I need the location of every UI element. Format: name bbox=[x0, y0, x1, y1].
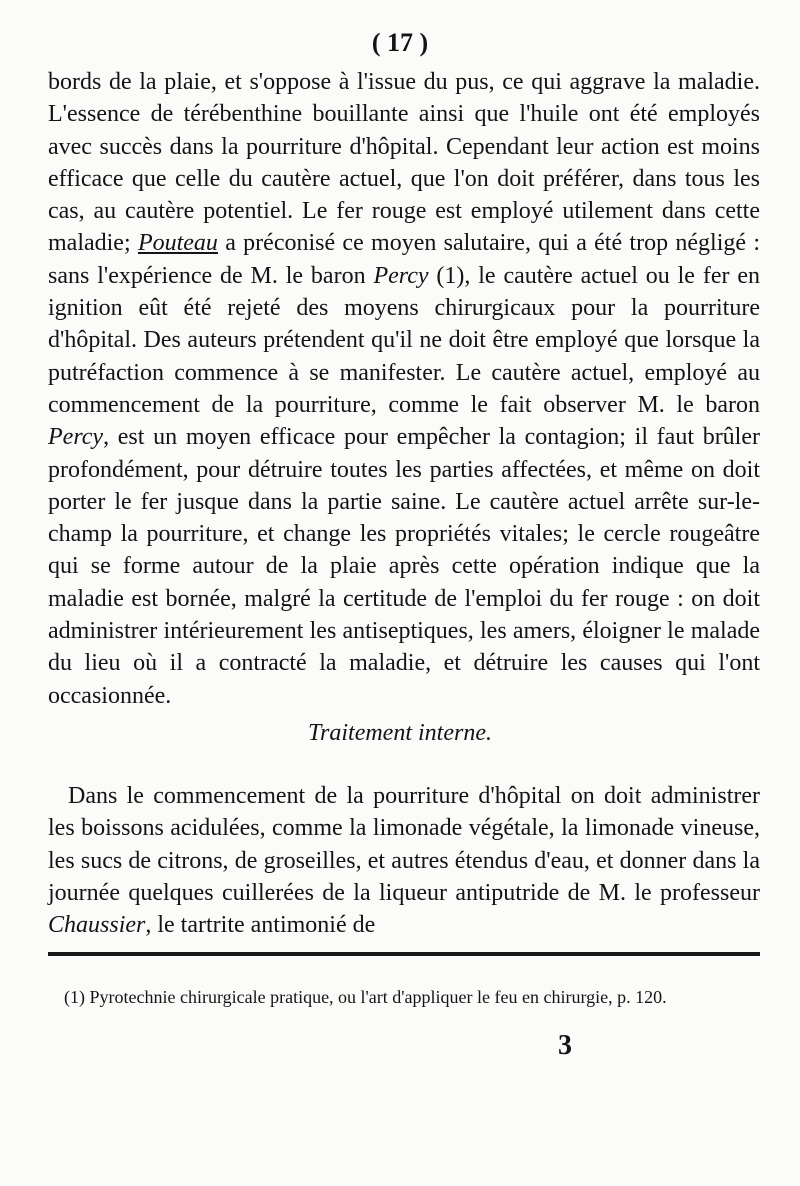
page-number: ( 17 ) bbox=[371, 28, 429, 57]
signature-mark: 3 bbox=[558, 1030, 572, 1061]
main-paragraph bbox=[48, 66, 760, 712]
author-name-percy: Percy bbox=[373, 262, 429, 289]
paragraph-2 bbox=[48, 780, 760, 941]
paragraph-1 bbox=[48, 66, 760, 712]
author-name-percy-second: Percy bbox=[48, 424, 104, 451]
footnote-rule bbox=[48, 952, 760, 956]
section-heading: Traitement interne. bbox=[308, 720, 492, 746]
author-name-pouteau: Pouteau bbox=[137, 230, 218, 257]
paragraph-2-text-b: , le tartrite antimonié de bbox=[145, 912, 376, 939]
footnote bbox=[48, 984, 760, 1010]
paragraph-2-text-a: Dans le commencement de la pourriture d'hôpital on doit administrer les boissons acidulées, comme la limonade végétale, la limonade vineuse, les sucs de citrons, de groseilles, et autres étendus d'eau, et donner dans la journée quelques cuillerées de la liqueur antiputride de M. le professeur bbox=[48, 783, 760, 906]
paragraph-1-text-c: (1), le cautère actuel ou le fer en ignition eût été rejeté des moyens chirurgicaux pour la pourriture d'hôpital. Des auteurs prétendent qu'il ne doit être employé que lorsque la putréfaction commence à se manifester. Le cautère actuel, employé au commencement de la pourriture, comme le fait observer M. le baron bbox=[48, 262, 760, 418]
author-name-chaussier: Chaussier bbox=[48, 912, 146, 939]
paragraph-1-text-d: , est un moyen efficace pour empêcher la contagion; il faut brûler profondément, pour détruire toutes les parties affectées, et même on doit porter le fer jusque dans la partie saine. Le cautère actuel arrête sur-le-champ la pourriture, et change les propriétés vitales; le cercle rougeâtre qui se forme autour de la plaie après cette opération indique que la maladie est bornée, malgré la certitude de l'emploi du fer rouge : on doit administrer intérieurement les antiseptiques, les amers, éloigner le malade du lieu où il a contracté la maladie, et détruire les causes qui l'ont occasionnée. bbox=[48, 424, 760, 709]
paragraph-1-text-a: bords de la plaie, et s'oppose à l'issue du pus, ce qui aggrave la maladie. L'essence de térébenthine bouillante ainsi que l'huile ont été employés avec succès dans la pourriture d'hôpital. Cependant leur action est moins efficace que celle du cautère actuel, que l'on doit préférer, dans tous les cas, au cautère potentiel. Le fer rouge est employé utilement dans cette maladie; bbox=[48, 69, 760, 257]
paragraph-1-text-b: a préconisé ce moyen salutaire, qui a été trop négligé : sans l'expérience de M. le baron bbox=[48, 230, 760, 289]
second-paragraph-block bbox=[48, 780, 760, 941]
footnote-text: (1) Pyrotechnie chirurgicale pratique, ou l'art d'appliquer le feu en chirurgie, p. 120. bbox=[64, 987, 667, 1007]
